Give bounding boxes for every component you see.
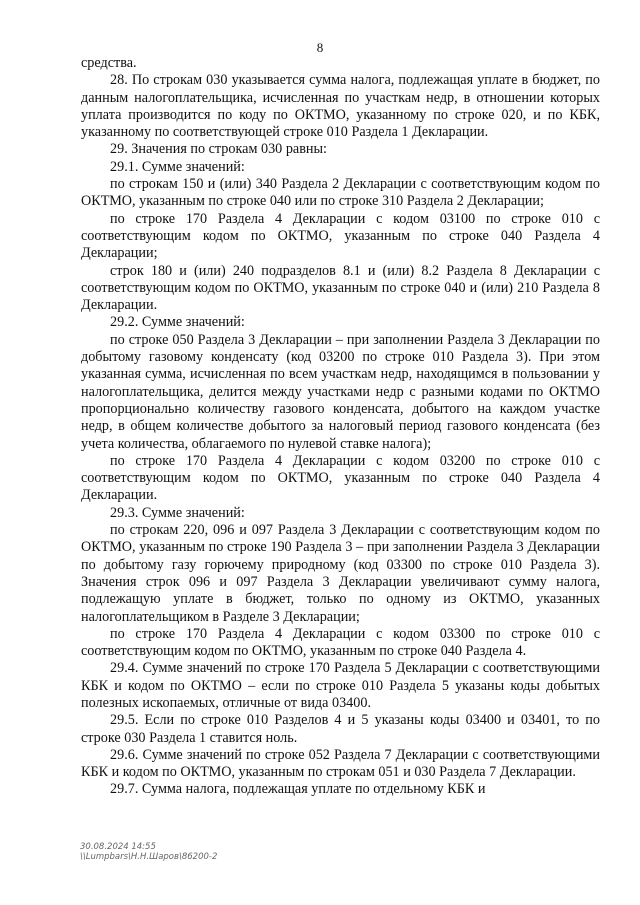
footer-timestamp: 30.08.2024 14:55 xyxy=(80,842,156,852)
paragraph: по строке 050 Раздела 3 Декларации – при заполнении Раздела 3 Декларации по добытому газовому конденсату (код 03200 по строке 010 Раздела 3). При этом указанная сумма, исчисленная по всем участкам недр, находящимся в пользовании у налогоплательщика, делится между участками недр с разными кодами по ОКТМО пропорционально количеству газового конденсата, добытого на каждом участке недр, в общем количестве добытого за налоговый период газового конденсата (без учета количества, облагаемого по нулевой ставке налога); xyxy=(81,331,600,452)
paragraph: 29.5. Если по строке 010 Разделов 4 и 5 указаны коды 03400 и 03401, то по строке 030 Раздела 1 ставится ноль. xyxy=(81,712,600,746)
paragraph: 29.7. Сумма налога, подлежащая уплате по отдельному КБК и xyxy=(110,781,486,798)
paragraph: 29. Значения по строкам 030 равны: xyxy=(110,141,327,158)
paragraph: по строке 170 Раздела 4 Декларации с кодом 03300 по строке 010 с соответствующим кодом по ОКТМО, указанным по строке 040 Раздела 4. xyxy=(81,625,600,660)
paragraph: по строке 170 Раздела 4 Декларации с кодом 03200 по строке 010 с соответствующим кодом по ОКТМО, указанным по строке 040 Раздела 4 Декларации. xyxy=(81,452,600,504)
paragraph: по строке 170 Раздела 4 Декларации с кодом 03100 по строке 010 с соответствующим кодом по ОКТМО, указанным по строке 040 Раздела 4 Декларации; xyxy=(81,210,600,262)
paragraph: 29.4. Сумме значений по строке 170 Раздела 5 Декларации с соответствующими КБК и кодом по ОКТМО – если по строке 010 Раздела 5 указаны коды добытых полезных ископаемых, отличные от вида 03400. xyxy=(81,660,600,711)
paragraph: 28. По строкам 030 указывается сумма налога, подлежащая уплате в бюджет, по данным налогоплательщика, исчисленная по участкам недр, в отношении которых уплата производится по коду по ОКТМО, указанному по строке 020, и по КБК, указанному по соответствующей строке 010 Раздела 1 Декларации. xyxy=(81,72,600,141)
paragraph: 29.6. Сумме значений по строке 052 Раздела 7 Декларации с соответствующими КБК и кодом по ОКТМО, указанным по строкам 051 и 030 Раздела 7 Декларации. xyxy=(81,746,600,781)
paragraph: 29.1. Сумме значений: xyxy=(110,158,245,175)
paragraph: 29.2. Сумме значений: xyxy=(110,314,245,331)
document-body xyxy=(81,55,600,799)
paragraph: по строкам 150 и (или) 340 Раздела 2 Декларации с соответствующим кодом по ОКТМО, указанным по строке 040 или по строке 310 Раздела 2 Декларации; xyxy=(81,176,600,210)
paragraph: по строкам 220, 096 и 097 Раздела 3 Декларации с соответствующим кодом по ОКТМО, указанным по строке 190 Раздела 3 – при заполнении Раздела 3 Декларации по добытому газу горючему природному (код 03300 по строке 010 Раздела 3). Значения строк 096 и 097 Раздела 3 Декларации увеличивают сумму налога, подлежащую уплате в бюджет, только по одному из ОКТМО, указанных налогоплательщиком в Разделе 3 Декларации; xyxy=(81,522,600,625)
paragraph: 29.3. Сумме значений: xyxy=(110,504,245,521)
page-number: 8 xyxy=(316,40,324,55)
document-footer xyxy=(80,842,217,862)
paragraph: средства. xyxy=(81,55,137,71)
footer-file-path: \\Lumpbars\Н.Н.Шаров\86200-2 xyxy=(80,852,218,862)
paragraph: строк 180 и (или) 240 подразделов 8.1 и (или) 8.2 Раздела 8 Декларации с соответствующим кодом по ОКТМО, указанным по строке 040 и (или) 210 Раздела 8 Декларации. xyxy=(81,262,600,314)
